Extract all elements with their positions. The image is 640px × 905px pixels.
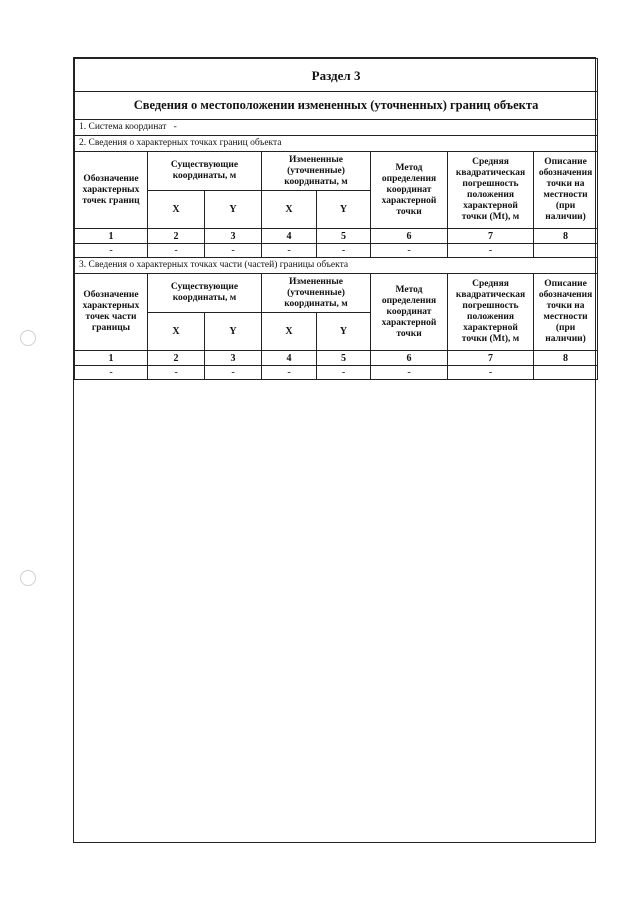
- block3-col-number: 5: [317, 351, 371, 366]
- coordinate-system-row: [75, 120, 598, 136]
- block3-header-description: Описание обозначения точки на местности (при наличии): [534, 274, 598, 351]
- block2-header-designation: Обозначение характерных точек границ: [75, 152, 148, 229]
- block2-header-description: Описание обозначения точки на местности (при наличии): [534, 152, 598, 229]
- table-cell: [534, 366, 598, 380]
- table-cell: -: [262, 244, 317, 258]
- table-cell: -: [148, 366, 205, 380]
- block2-col-number: 8: [534, 229, 598, 244]
- block3-col-number: 8: [534, 351, 598, 366]
- table-cell: -: [205, 244, 262, 258]
- table-cell: -: [317, 366, 371, 380]
- block2-header-changed: Измененные (уточненные) координаты, м: [262, 152, 371, 191]
- block3-col-number: 4: [262, 351, 317, 366]
- punch-hole-top: [20, 330, 36, 346]
- block2-col-number: 4: [262, 229, 317, 244]
- block2-col-number: 5: [317, 229, 371, 244]
- block2-number-row: [75, 229, 598, 244]
- document-frame: [73, 57, 596, 843]
- block2-header-existing-x: X: [148, 191, 205, 229]
- section-subtitle: Сведения о местоположении измененных (уточненных) границ объекта: [75, 92, 598, 120]
- table-cell: -: [371, 366, 448, 380]
- block3-col-number: 6: [371, 351, 448, 366]
- table-cell: -: [448, 244, 534, 258]
- block2-header-existing: Существующие координаты, м: [148, 152, 262, 191]
- block2-col-number: 1: [75, 229, 148, 244]
- block2-col-number: 6: [371, 229, 448, 244]
- block3-header-existing-x: X: [148, 313, 205, 351]
- block3-col-number: 2: [148, 351, 205, 366]
- punch-hole-bottom: [20, 570, 36, 586]
- block2-header-method: Метод определения координат характерной точки: [371, 152, 448, 229]
- block3-header-changed: Измененные (уточненные) координаты, м: [262, 274, 371, 313]
- block2-header-error: Средняя квадратическая погрешность положения характерной точки (Mt), м: [448, 152, 534, 229]
- block3-header-changed-y: Y: [317, 313, 371, 351]
- block3-title: 3. Сведения о характерных точках части (частей) границы объекта: [75, 258, 598, 274]
- block2-col-number: 7: [448, 229, 534, 244]
- table-cell: [534, 244, 598, 258]
- block2-col-number: 2: [148, 229, 205, 244]
- table-cell: -: [317, 244, 371, 258]
- table-cell: -: [262, 366, 317, 380]
- block3-header-error: Средняя квадратическая погрешность положения характерной точки (Mt), м: [448, 274, 534, 351]
- table-row: [75, 366, 598, 380]
- block3-number-row: [75, 351, 598, 366]
- table-cell: -: [75, 366, 148, 380]
- block2-header-changed-x: X: [262, 191, 317, 229]
- table-cell: -: [205, 366, 262, 380]
- section-title: Раздел 3: [75, 59, 598, 92]
- block2-header-changed-y: Y: [317, 191, 371, 229]
- block3-col-number: 1: [75, 351, 148, 366]
- block2-title: 2. Сведения о характерных точках границ объекта: [75, 136, 598, 152]
- block3-header-designation: Обозначение характерных точек части границы: [75, 274, 148, 351]
- table-cell: -: [448, 366, 534, 380]
- block3-col-number: 3: [205, 351, 262, 366]
- section-table: [74, 58, 598, 380]
- table-cell: -: [148, 244, 205, 258]
- block3-header-existing: Существующие координаты, м: [148, 274, 262, 313]
- block2-col-number: 3: [205, 229, 262, 244]
- block3-col-number: 7: [448, 351, 534, 366]
- table-cell: -: [75, 244, 148, 258]
- table-cell: -: [371, 244, 448, 258]
- table-row: [75, 244, 598, 258]
- block3-header-changed-x: X: [262, 313, 317, 351]
- block3-header-existing-y: Y: [205, 313, 262, 351]
- block2-header-existing-y: Y: [205, 191, 262, 229]
- coordinate-system-label: 1. Система координат: [79, 122, 167, 132]
- block3-header-method: Метод определения координат характерной точки: [371, 274, 448, 351]
- coordinate-system-value: -: [173, 122, 177, 132]
